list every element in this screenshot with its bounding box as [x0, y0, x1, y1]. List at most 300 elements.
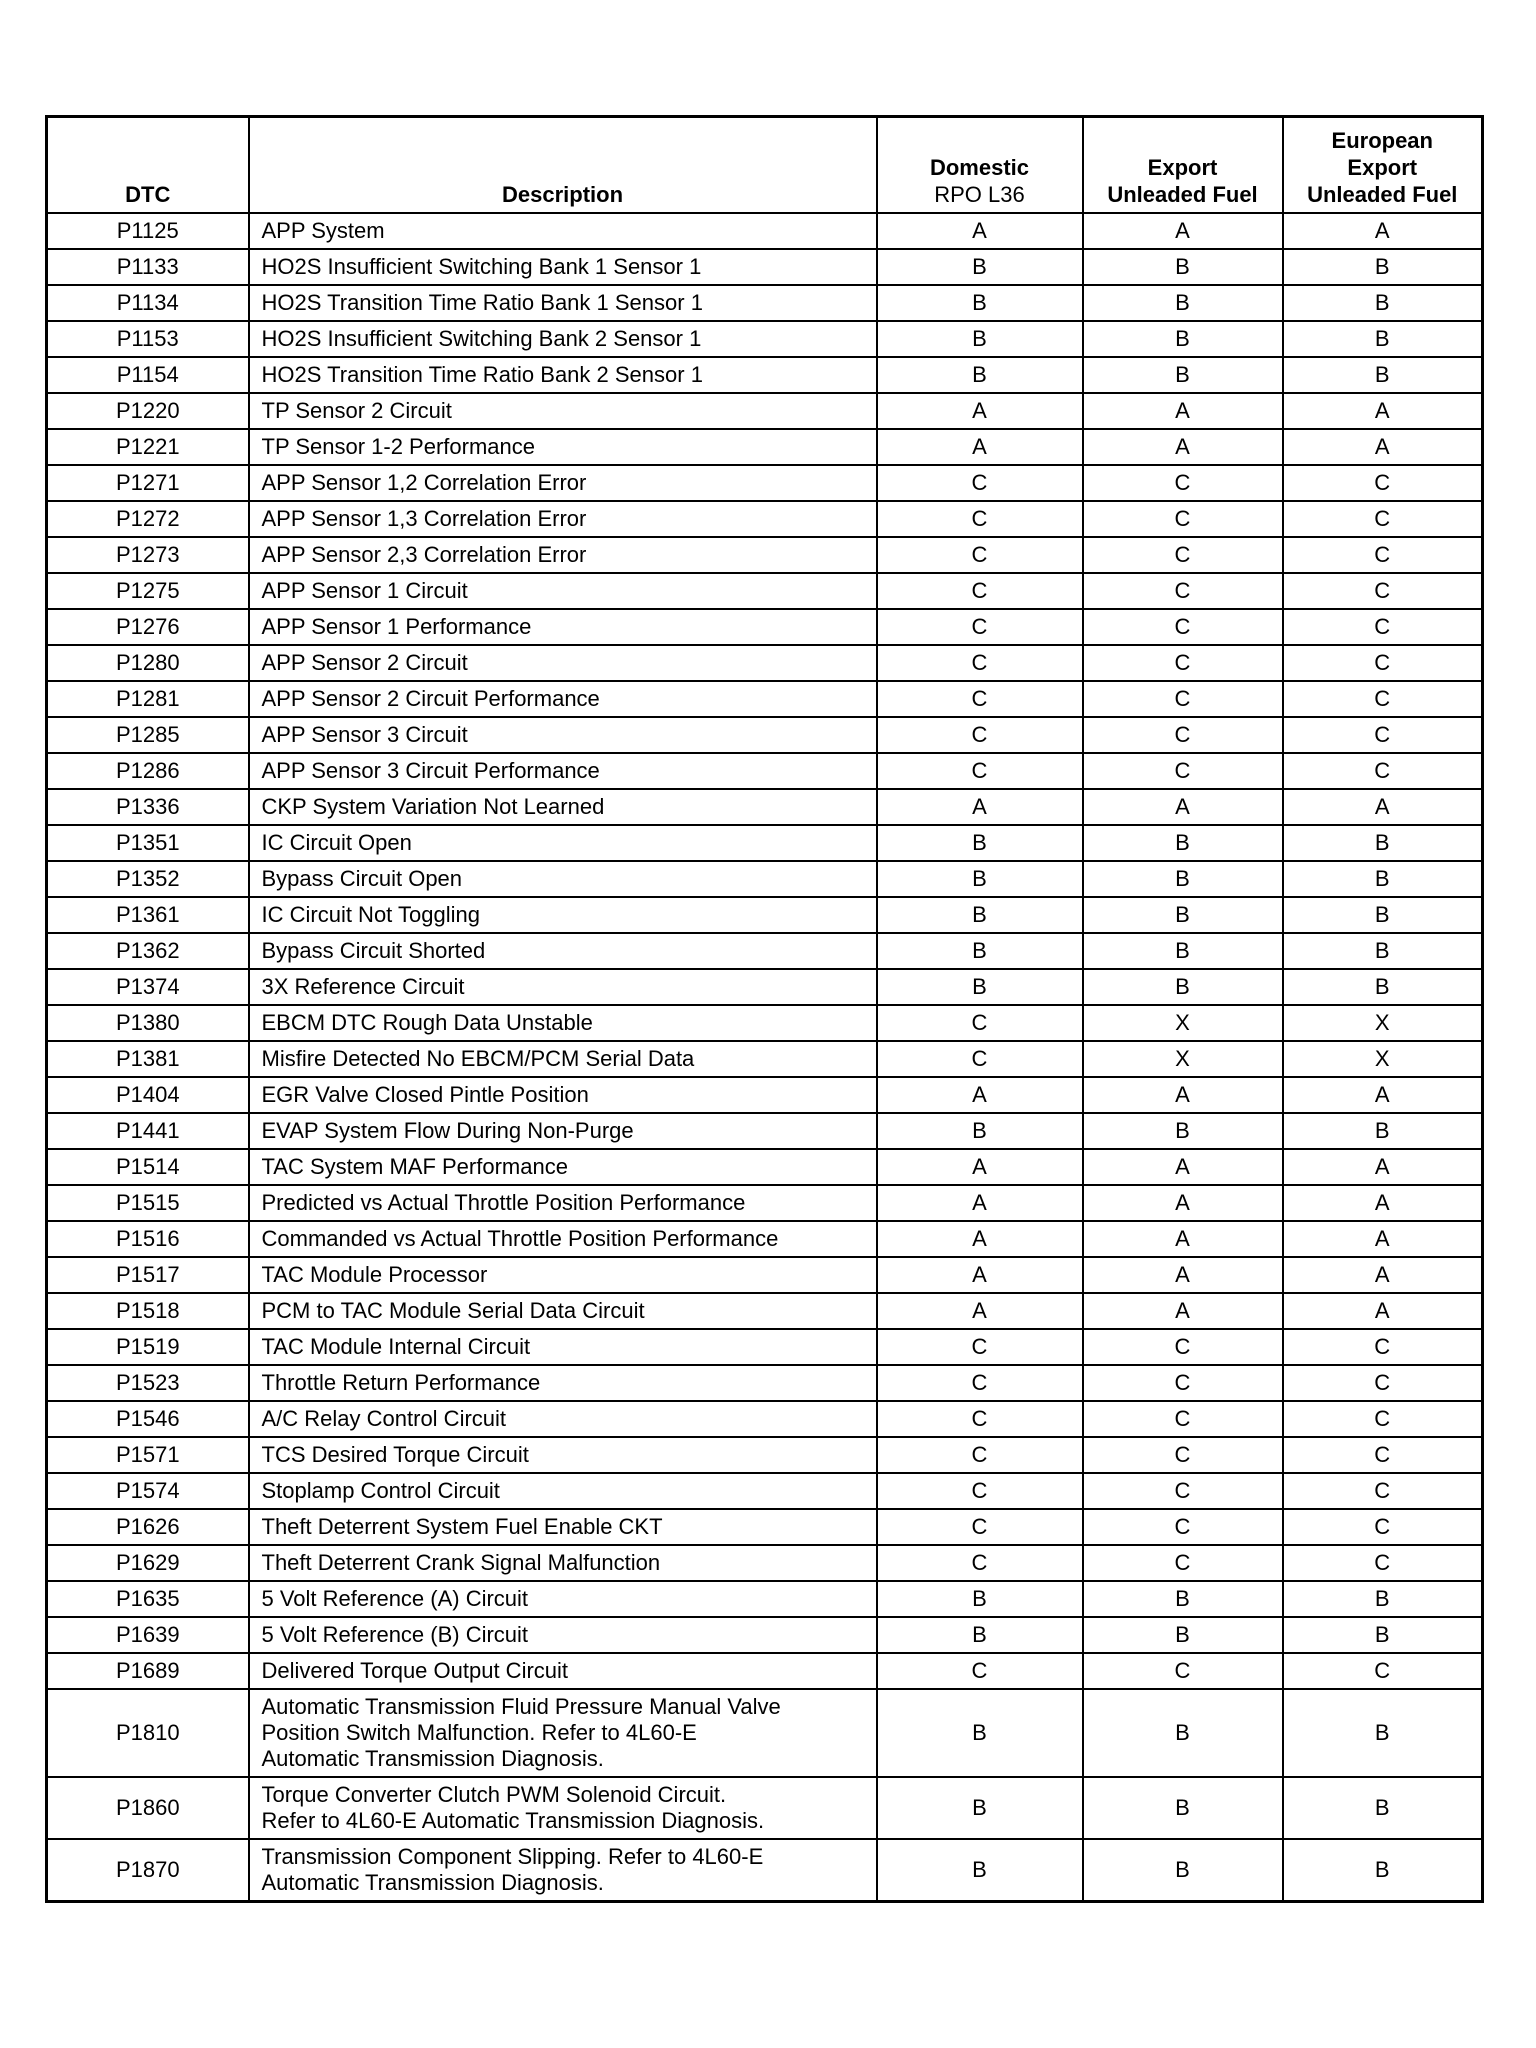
dtc-description-line: APP System — [261, 218, 385, 243]
table-row — [47, 1329, 1483, 1365]
european-value: C — [1283, 609, 1483, 645]
dtc-code: P1220 — [47, 393, 249, 429]
dtc-code: P1286 — [47, 753, 249, 789]
dtc-code: P1441 — [47, 1113, 249, 1149]
dtc-description-line: APP Sensor 1,3 Correlation Error — [261, 506, 587, 531]
domestic-value: C — [877, 501, 1083, 537]
dtc-code: P1519 — [47, 1329, 249, 1365]
export-value: B — [1083, 1839, 1283, 1902]
domestic-value: B — [877, 1581, 1083, 1617]
dtc-description — [249, 1839, 877, 1902]
dtc-description-line: APP Sensor 2 Circuit — [261, 650, 468, 675]
export-value: B — [1083, 1581, 1283, 1617]
domestic-value: B — [877, 861, 1083, 897]
dtc-description — [249, 825, 877, 861]
export-value: C — [1083, 717, 1283, 753]
table-row — [47, 1257, 1483, 1293]
table-row — [47, 501, 1483, 537]
dtc-description-line: EGR Valve Closed Pintle Position — [261, 1082, 589, 1107]
european-value: C — [1283, 717, 1483, 753]
header-dtc — [47, 117, 249, 214]
dtc-description — [249, 1617, 877, 1653]
export-value: C — [1083, 501, 1283, 537]
domestic-value: A — [877, 789, 1083, 825]
domestic-value: C — [877, 1365, 1083, 1401]
header-dtc-label: DTC — [125, 182, 171, 207]
european-value: B — [1283, 1689, 1483, 1777]
dtc-description — [249, 285, 877, 321]
dtc-code: P1629 — [47, 1545, 249, 1581]
european-value: B — [1283, 1113, 1483, 1149]
header-european — [1283, 117, 1483, 214]
table-row — [47, 429, 1483, 465]
domestic-value: B — [877, 1617, 1083, 1653]
dtc-description-line: HO2S Transition Time Ratio Bank 2 Sensor 1 — [261, 362, 703, 387]
export-value: C — [1083, 609, 1283, 645]
dtc-description-line: Transmission Component Slipping. Refer to 4L60-E — [261, 1844, 764, 1869]
export-value: B — [1083, 1689, 1283, 1777]
domestic-value: B — [877, 825, 1083, 861]
dtc-description — [249, 933, 877, 969]
export-value: A — [1083, 1185, 1283, 1221]
dtc-description-line: 3X Reference Circuit — [261, 974, 465, 999]
european-value: C — [1283, 1401, 1483, 1437]
table-row — [47, 285, 1483, 321]
table-row — [47, 717, 1483, 753]
dtc-code: P1626 — [47, 1509, 249, 1545]
dtc-description — [249, 897, 877, 933]
dtc-code: P1276 — [47, 609, 249, 645]
table-row — [47, 1077, 1483, 1113]
dtc-description-line: Throttle Return Performance — [261, 1370, 541, 1395]
export-value: C — [1083, 573, 1283, 609]
dtc-code: P1518 — [47, 1293, 249, 1329]
table-row — [47, 1437, 1483, 1473]
table-row — [47, 1653, 1483, 1689]
domestic-value: A — [877, 1149, 1083, 1185]
table-row — [47, 1777, 1483, 1839]
dtc-code: P1515 — [47, 1185, 249, 1221]
table-body — [47, 213, 1483, 1902]
dtc-code: P1514 — [47, 1149, 249, 1185]
dtc-code: P1635 — [47, 1581, 249, 1617]
export-value: X — [1083, 1041, 1283, 1077]
dtc-description — [249, 1257, 877, 1293]
export-value: A — [1083, 1077, 1283, 1113]
european-value: A — [1283, 213, 1483, 249]
dtc-code: P1639 — [47, 1617, 249, 1653]
dtc-code: P1374 — [47, 969, 249, 1005]
header-row — [47, 117, 1483, 214]
table-row — [47, 1221, 1483, 1257]
dtc-description-line: Torque Converter Clutch PWM Solenoid Circuit. — [261, 1782, 727, 1807]
export-value: B — [1083, 321, 1283, 357]
export-value: B — [1083, 861, 1283, 897]
european-value: B — [1283, 285, 1483, 321]
dtc-description-line: TAC Module Internal Circuit — [261, 1334, 531, 1359]
header-export — [1083, 117, 1283, 214]
export-value: B — [1083, 933, 1283, 969]
european-value: C — [1283, 1437, 1483, 1473]
dtc-description-line: CKP System Variation Not Learned — [261, 794, 605, 819]
dtc-description-line: Refer to 4L60-E Automatic Transmission Diagnosis. — [261, 1808, 765, 1833]
domestic-value: A — [877, 1257, 1083, 1293]
dtc-code: P1381 — [47, 1041, 249, 1077]
dtc-description-line: HO2S Insufficient Switching Bank 2 Sensor 1 — [261, 326, 702, 351]
dtc-description — [249, 1545, 877, 1581]
export-value: C — [1083, 1473, 1283, 1509]
export-value: C — [1083, 645, 1283, 681]
domestic-value: B — [877, 969, 1083, 1005]
dtc-description — [249, 717, 877, 753]
european-value: C — [1283, 1365, 1483, 1401]
dtc-code: P1275 — [47, 573, 249, 609]
table-row — [47, 645, 1483, 681]
dtc-description — [249, 1653, 877, 1689]
export-value: B — [1083, 969, 1283, 1005]
table-row — [47, 1401, 1483, 1437]
domestic-value: B — [877, 1689, 1083, 1777]
european-value: C — [1283, 1473, 1483, 1509]
table-row — [47, 1185, 1483, 1221]
european-value: C — [1283, 537, 1483, 573]
export-value: A — [1083, 1257, 1283, 1293]
dtc-code: P1281 — [47, 681, 249, 717]
table-row — [47, 249, 1483, 285]
dtc-description — [249, 645, 877, 681]
header-domestic — [877, 117, 1083, 214]
table-row — [47, 1293, 1483, 1329]
european-value: B — [1283, 933, 1483, 969]
table-row — [47, 357, 1483, 393]
export-value: C — [1083, 537, 1283, 573]
export-value: C — [1083, 681, 1283, 717]
table-row — [47, 789, 1483, 825]
european-value: A — [1283, 789, 1483, 825]
table-row — [47, 681, 1483, 717]
domestic-value: C — [877, 573, 1083, 609]
dtc-description — [249, 1437, 877, 1473]
european-value: A — [1283, 1293, 1483, 1329]
european-value: C — [1283, 645, 1483, 681]
dtc-description-line: APP Sensor 2,3 Correlation Error — [261, 542, 587, 567]
domestic-value: B — [877, 249, 1083, 285]
european-value: C — [1283, 681, 1483, 717]
domestic-value: B — [877, 1113, 1083, 1149]
dtc-description-line: EVAP System Flow During Non-Purge — [261, 1118, 634, 1143]
dtc-description-line: A/C Relay Control Circuit — [261, 1406, 507, 1431]
table-row — [47, 897, 1483, 933]
dtc-description — [249, 753, 877, 789]
table-row — [47, 1509, 1483, 1545]
dtc-description-line: TP Sensor 1-2 Performance — [261, 434, 535, 459]
export-value: C — [1083, 1401, 1283, 1437]
domestic-value: C — [877, 1473, 1083, 1509]
dtc-description-line: Predicted vs Actual Throttle Position Performance — [261, 1190, 746, 1215]
header-domestic-line-1: Domestic — [929, 155, 1030, 180]
european-value: C — [1283, 1653, 1483, 1689]
domestic-value: C — [877, 1653, 1083, 1689]
european-value: C — [1283, 465, 1483, 501]
dtc-code: P1380 — [47, 1005, 249, 1041]
dtc-description — [249, 1473, 877, 1509]
dtc-description — [249, 1401, 877, 1437]
domestic-value: C — [877, 1401, 1083, 1437]
table-row — [47, 753, 1483, 789]
domestic-value: A — [877, 393, 1083, 429]
export-value: C — [1083, 1365, 1283, 1401]
dtc-description-line: EBCM DTC Rough Data Unstable — [261, 1010, 593, 1035]
domestic-value: A — [877, 213, 1083, 249]
domestic-value: C — [877, 681, 1083, 717]
dtc-code: P1362 — [47, 933, 249, 969]
domestic-value: B — [877, 285, 1083, 321]
european-value: B — [1283, 1617, 1483, 1653]
dtc-code: P1153 — [47, 321, 249, 357]
european-value: X — [1283, 1041, 1483, 1077]
dtc-description-line: Theft Deterrent System Fuel Enable CKT — [261, 1514, 663, 1539]
dtc-description — [249, 969, 877, 1005]
table-row — [47, 1617, 1483, 1653]
dtc-description-line: Position Switch Malfunction. Refer to 4L60-E — [261, 1720, 697, 1745]
dtc-code: P1273 — [47, 537, 249, 573]
dtc-description-line: TCS Desired Torque Circuit — [261, 1442, 529, 1467]
dtc-code: P1546 — [47, 1401, 249, 1437]
dtc-description — [249, 1689, 877, 1777]
table-row — [47, 609, 1483, 645]
european-value: A — [1283, 393, 1483, 429]
dtc-description — [249, 573, 877, 609]
export-value: C — [1083, 1653, 1283, 1689]
dtc-code: P1336 — [47, 789, 249, 825]
dtc-description — [249, 1005, 877, 1041]
domestic-value: B — [877, 1839, 1083, 1902]
dtc-code: P1280 — [47, 645, 249, 681]
domestic-value: A — [877, 1221, 1083, 1257]
dtc-code: P1870 — [47, 1839, 249, 1902]
header-export-line-2: Unleaded Fuel — [1107, 182, 1258, 207]
european-value: B — [1283, 1839, 1483, 1902]
export-value: B — [1083, 249, 1283, 285]
dtc-code: P1571 — [47, 1437, 249, 1473]
european-value: C — [1283, 501, 1483, 537]
domestic-value: C — [877, 1329, 1083, 1365]
dtc-description-line: Theft Deterrent Crank Signal Malfunction — [261, 1550, 661, 1575]
table-row — [47, 573, 1483, 609]
european-value: B — [1283, 357, 1483, 393]
table-row — [47, 1473, 1483, 1509]
dtc-description-line: 5 Volt Reference (B) Circuit — [261, 1622, 529, 1647]
dtc-code: P1352 — [47, 861, 249, 897]
dtc-description-line: Automatic Transmission Fluid Pressure Manual Valve — [261, 1694, 781, 1719]
dtc-description-line: Delivered Torque Output Circuit — [261, 1658, 569, 1683]
export-value: B — [1083, 825, 1283, 861]
dtc-description — [249, 1113, 877, 1149]
export-value: A — [1083, 789, 1283, 825]
domestic-value: C — [877, 1041, 1083, 1077]
dtc-description-line: Bypass Circuit Shorted — [261, 938, 486, 963]
dtc-description-line: IC Circuit Not Toggling — [261, 902, 480, 927]
domestic-value: C — [877, 753, 1083, 789]
export-value: A — [1083, 1293, 1283, 1329]
dtc-description — [249, 537, 877, 573]
dtc-description — [249, 1329, 877, 1365]
european-value: B — [1283, 861, 1483, 897]
dtc-code: P1860 — [47, 1777, 249, 1839]
domestic-value: C — [877, 1437, 1083, 1473]
dtc-description — [249, 321, 877, 357]
export-value: B — [1083, 1113, 1283, 1149]
dtc-description — [249, 1077, 877, 1113]
european-value: C — [1283, 1329, 1483, 1365]
table-row — [47, 933, 1483, 969]
dtc-code: P1221 — [47, 429, 249, 465]
dtc-description — [249, 465, 877, 501]
table-row — [47, 1041, 1483, 1077]
dtc-description-line: IC Circuit Open — [261, 830, 412, 855]
dtc-description — [249, 861, 877, 897]
domestic-value: A — [877, 429, 1083, 465]
dtc-code: P1523 — [47, 1365, 249, 1401]
table-row — [47, 825, 1483, 861]
domestic-value: A — [877, 1293, 1083, 1329]
european-value: B — [1283, 321, 1483, 357]
header-export-line-1: Export — [1147, 155, 1218, 180]
dtc-description — [249, 393, 877, 429]
export-value: C — [1083, 1509, 1283, 1545]
european-value: B — [1283, 897, 1483, 933]
dtc-description-line: APP Sensor 1 Circuit — [261, 578, 468, 603]
dtc-description-line: TAC System MAF Performance — [261, 1154, 568, 1179]
export-value: B — [1083, 357, 1283, 393]
export-value: A — [1083, 393, 1283, 429]
export-value: A — [1083, 1221, 1283, 1257]
dtc-code: P1125 — [47, 213, 249, 249]
export-value: C — [1083, 1329, 1283, 1365]
table-row — [47, 465, 1483, 501]
domestic-value: C — [877, 717, 1083, 753]
dtc-description-line: HO2S Transition Time Ratio Bank 1 Sensor 1 — [261, 290, 703, 315]
dtc-description — [249, 1777, 877, 1839]
export-value: A — [1083, 1149, 1283, 1185]
european-value: B — [1283, 1581, 1483, 1617]
header-european-line-2: Export — [1347, 155, 1418, 180]
european-value: A — [1283, 429, 1483, 465]
export-value: C — [1083, 1545, 1283, 1581]
domestic-value: A — [877, 1185, 1083, 1221]
dtc-description — [249, 1293, 877, 1329]
european-value: B — [1283, 1777, 1483, 1839]
dtc-code: P1516 — [47, 1221, 249, 1257]
european-value: B — [1283, 969, 1483, 1005]
european-value: B — [1283, 825, 1483, 861]
domestic-value: A — [877, 1077, 1083, 1113]
header-description-label: Description — [501, 182, 624, 207]
dtc-description — [249, 1221, 877, 1257]
dtc-description — [249, 501, 877, 537]
dtc-description — [249, 789, 877, 825]
table-row — [47, 537, 1483, 573]
european-value: A — [1283, 1221, 1483, 1257]
dtc-code: P1404 — [47, 1077, 249, 1113]
table-row — [47, 393, 1483, 429]
dtc-description-line: Misfire Detected No EBCM/PCM Serial Data — [261, 1046, 695, 1071]
dtc-code: P1810 — [47, 1689, 249, 1777]
table-row — [47, 1149, 1483, 1185]
dtc-description-line: TP Sensor 2 Circuit — [261, 398, 452, 423]
table-row — [47, 861, 1483, 897]
header-european-line-1: European — [1331, 128, 1433, 153]
export-value: C — [1083, 753, 1283, 789]
export-value: B — [1083, 1777, 1283, 1839]
dtc-description-line: Automatic Transmission Diagnosis. — [261, 1746, 604, 1771]
table-header — [47, 117, 1483, 214]
table-row — [47, 1113, 1483, 1149]
export-value: X — [1083, 1005, 1283, 1041]
dtc-description — [249, 1041, 877, 1077]
table-row — [47, 1545, 1483, 1581]
dtc-description — [249, 1365, 877, 1401]
european-value: A — [1283, 1257, 1483, 1293]
european-value: B — [1283, 249, 1483, 285]
domestic-value: C — [877, 609, 1083, 645]
domestic-value: B — [877, 357, 1083, 393]
dtc-description-line: HO2S Insufficient Switching Bank 1 Sensor 1 — [261, 254, 702, 279]
table-row — [47, 1581, 1483, 1617]
domestic-value: B — [877, 1777, 1083, 1839]
table-row — [47, 321, 1483, 357]
dtc-description — [249, 1185, 877, 1221]
header-description — [249, 117, 877, 214]
dtc-code: P1574 — [47, 1473, 249, 1509]
header-european-line-3: Unleaded Fuel — [1307, 182, 1458, 207]
export-value: B — [1083, 897, 1283, 933]
european-value: C — [1283, 1509, 1483, 1545]
european-value: C — [1283, 1545, 1483, 1581]
dtc-description — [249, 1509, 877, 1545]
european-value: X — [1283, 1005, 1483, 1041]
table-row — [47, 1005, 1483, 1041]
dtc-description-line: APP Sensor 3 Circuit Performance — [261, 758, 600, 783]
export-value: C — [1083, 1437, 1283, 1473]
european-value: C — [1283, 573, 1483, 609]
european-value: A — [1283, 1185, 1483, 1221]
dtc-description — [249, 213, 877, 249]
dtc-description-line: PCM to TAC Module Serial Data Circuit — [261, 1298, 645, 1323]
dtc-code: P1272 — [47, 501, 249, 537]
dtc-code: P1154 — [47, 357, 249, 393]
dtc-description — [249, 609, 877, 645]
table-row — [47, 1689, 1483, 1777]
domestic-value: C — [877, 1005, 1083, 1041]
dtc-description — [249, 357, 877, 393]
dtc-description-line: APP Sensor 1,2 Correlation Error — [261, 470, 587, 495]
domestic-value: C — [877, 1545, 1083, 1581]
domestic-value: C — [877, 465, 1083, 501]
dtc-code: P1361 — [47, 897, 249, 933]
table-row — [47, 1839, 1483, 1902]
dtc-code: P1133 — [47, 249, 249, 285]
table-row — [47, 1365, 1483, 1401]
domestic-value: C — [877, 645, 1083, 681]
table-row — [47, 213, 1483, 249]
dtc-description-line: Commanded vs Actual Throttle Position Performance — [261, 1226, 779, 1251]
dtc-description-line: Bypass Circuit Open — [261, 866, 463, 891]
dtc-code: P1517 — [47, 1257, 249, 1293]
dtc-code: P1689 — [47, 1653, 249, 1689]
export-value: B — [1083, 285, 1283, 321]
dtc-description — [249, 249, 877, 285]
